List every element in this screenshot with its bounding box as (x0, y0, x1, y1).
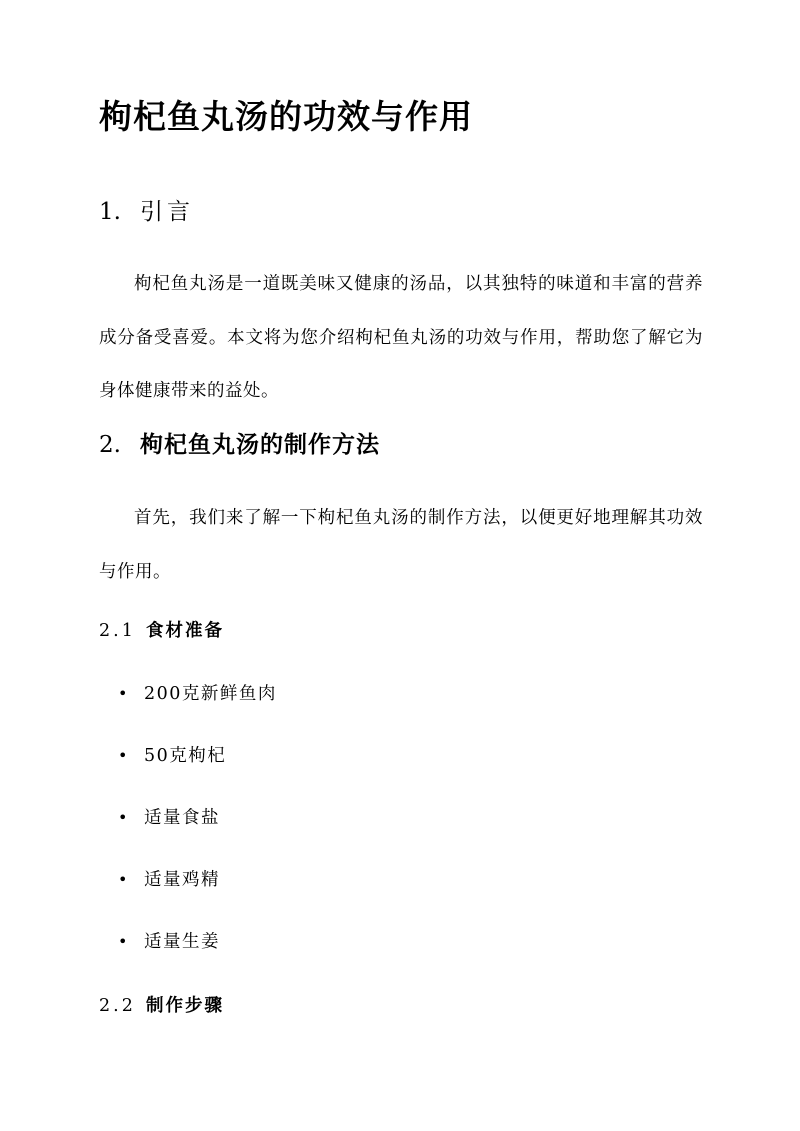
section-heading-method (99, 428, 380, 462)
section-heading-text: 枸杞鱼丸汤的制作方法 (140, 431, 380, 458)
section-number: 2. (99, 432, 121, 458)
bullet-icon: • (118, 684, 129, 703)
list-item (118, 804, 277, 866)
section-heading-text: 引言 (140, 199, 194, 225)
bullet-icon: • (118, 870, 129, 889)
subsection-number: 2.2 (99, 996, 136, 1016)
subsection-heading-text: 制作步骤 (146, 996, 224, 1016)
ingredient-list (118, 680, 277, 990)
list-item (118, 866, 277, 928)
ingredient-text: 50克枸杞 (144, 746, 227, 766)
ingredient-text: 适量生姜 (144, 932, 220, 952)
subsection-number: 2.1 (99, 621, 136, 641)
bullet-icon: • (118, 808, 129, 827)
intro-paragraph: 枸杞鱼丸汤是一道既美味又健康的汤品，以其独特的味道和丰富的营养成分备受喜爱。本文将为您介绍枸杞鱼丸汤的功效与作用，帮助您了解它为身体健康带来的益处。 (99, 274, 703, 401)
subsection-heading-ingredients (99, 617, 224, 645)
ingredient-text: 适量鸡精 (144, 870, 220, 890)
document-title: 枸杞鱼丸汤的功效与作用 (99, 97, 473, 136)
subsection-heading-steps (99, 992, 224, 1020)
section-number: 1. (99, 199, 121, 225)
ingredient-text: 200克新鲜鱼肉 (144, 684, 277, 704)
section-heading-intro (99, 195, 194, 229)
bullet-icon: • (118, 932, 129, 951)
ingredient-text: 适量食盐 (144, 808, 220, 828)
method-paragraph: 首先，我们来了解一下枸杞鱼丸汤的制作方法，以便更好地理解其功效与作用。 (99, 508, 703, 582)
list-item (118, 928, 277, 990)
subsection-heading-text: 食材准备 (146, 621, 224, 641)
list-item (118, 680, 277, 742)
bullet-icon: • (118, 746, 129, 765)
list-item (118, 742, 277, 804)
